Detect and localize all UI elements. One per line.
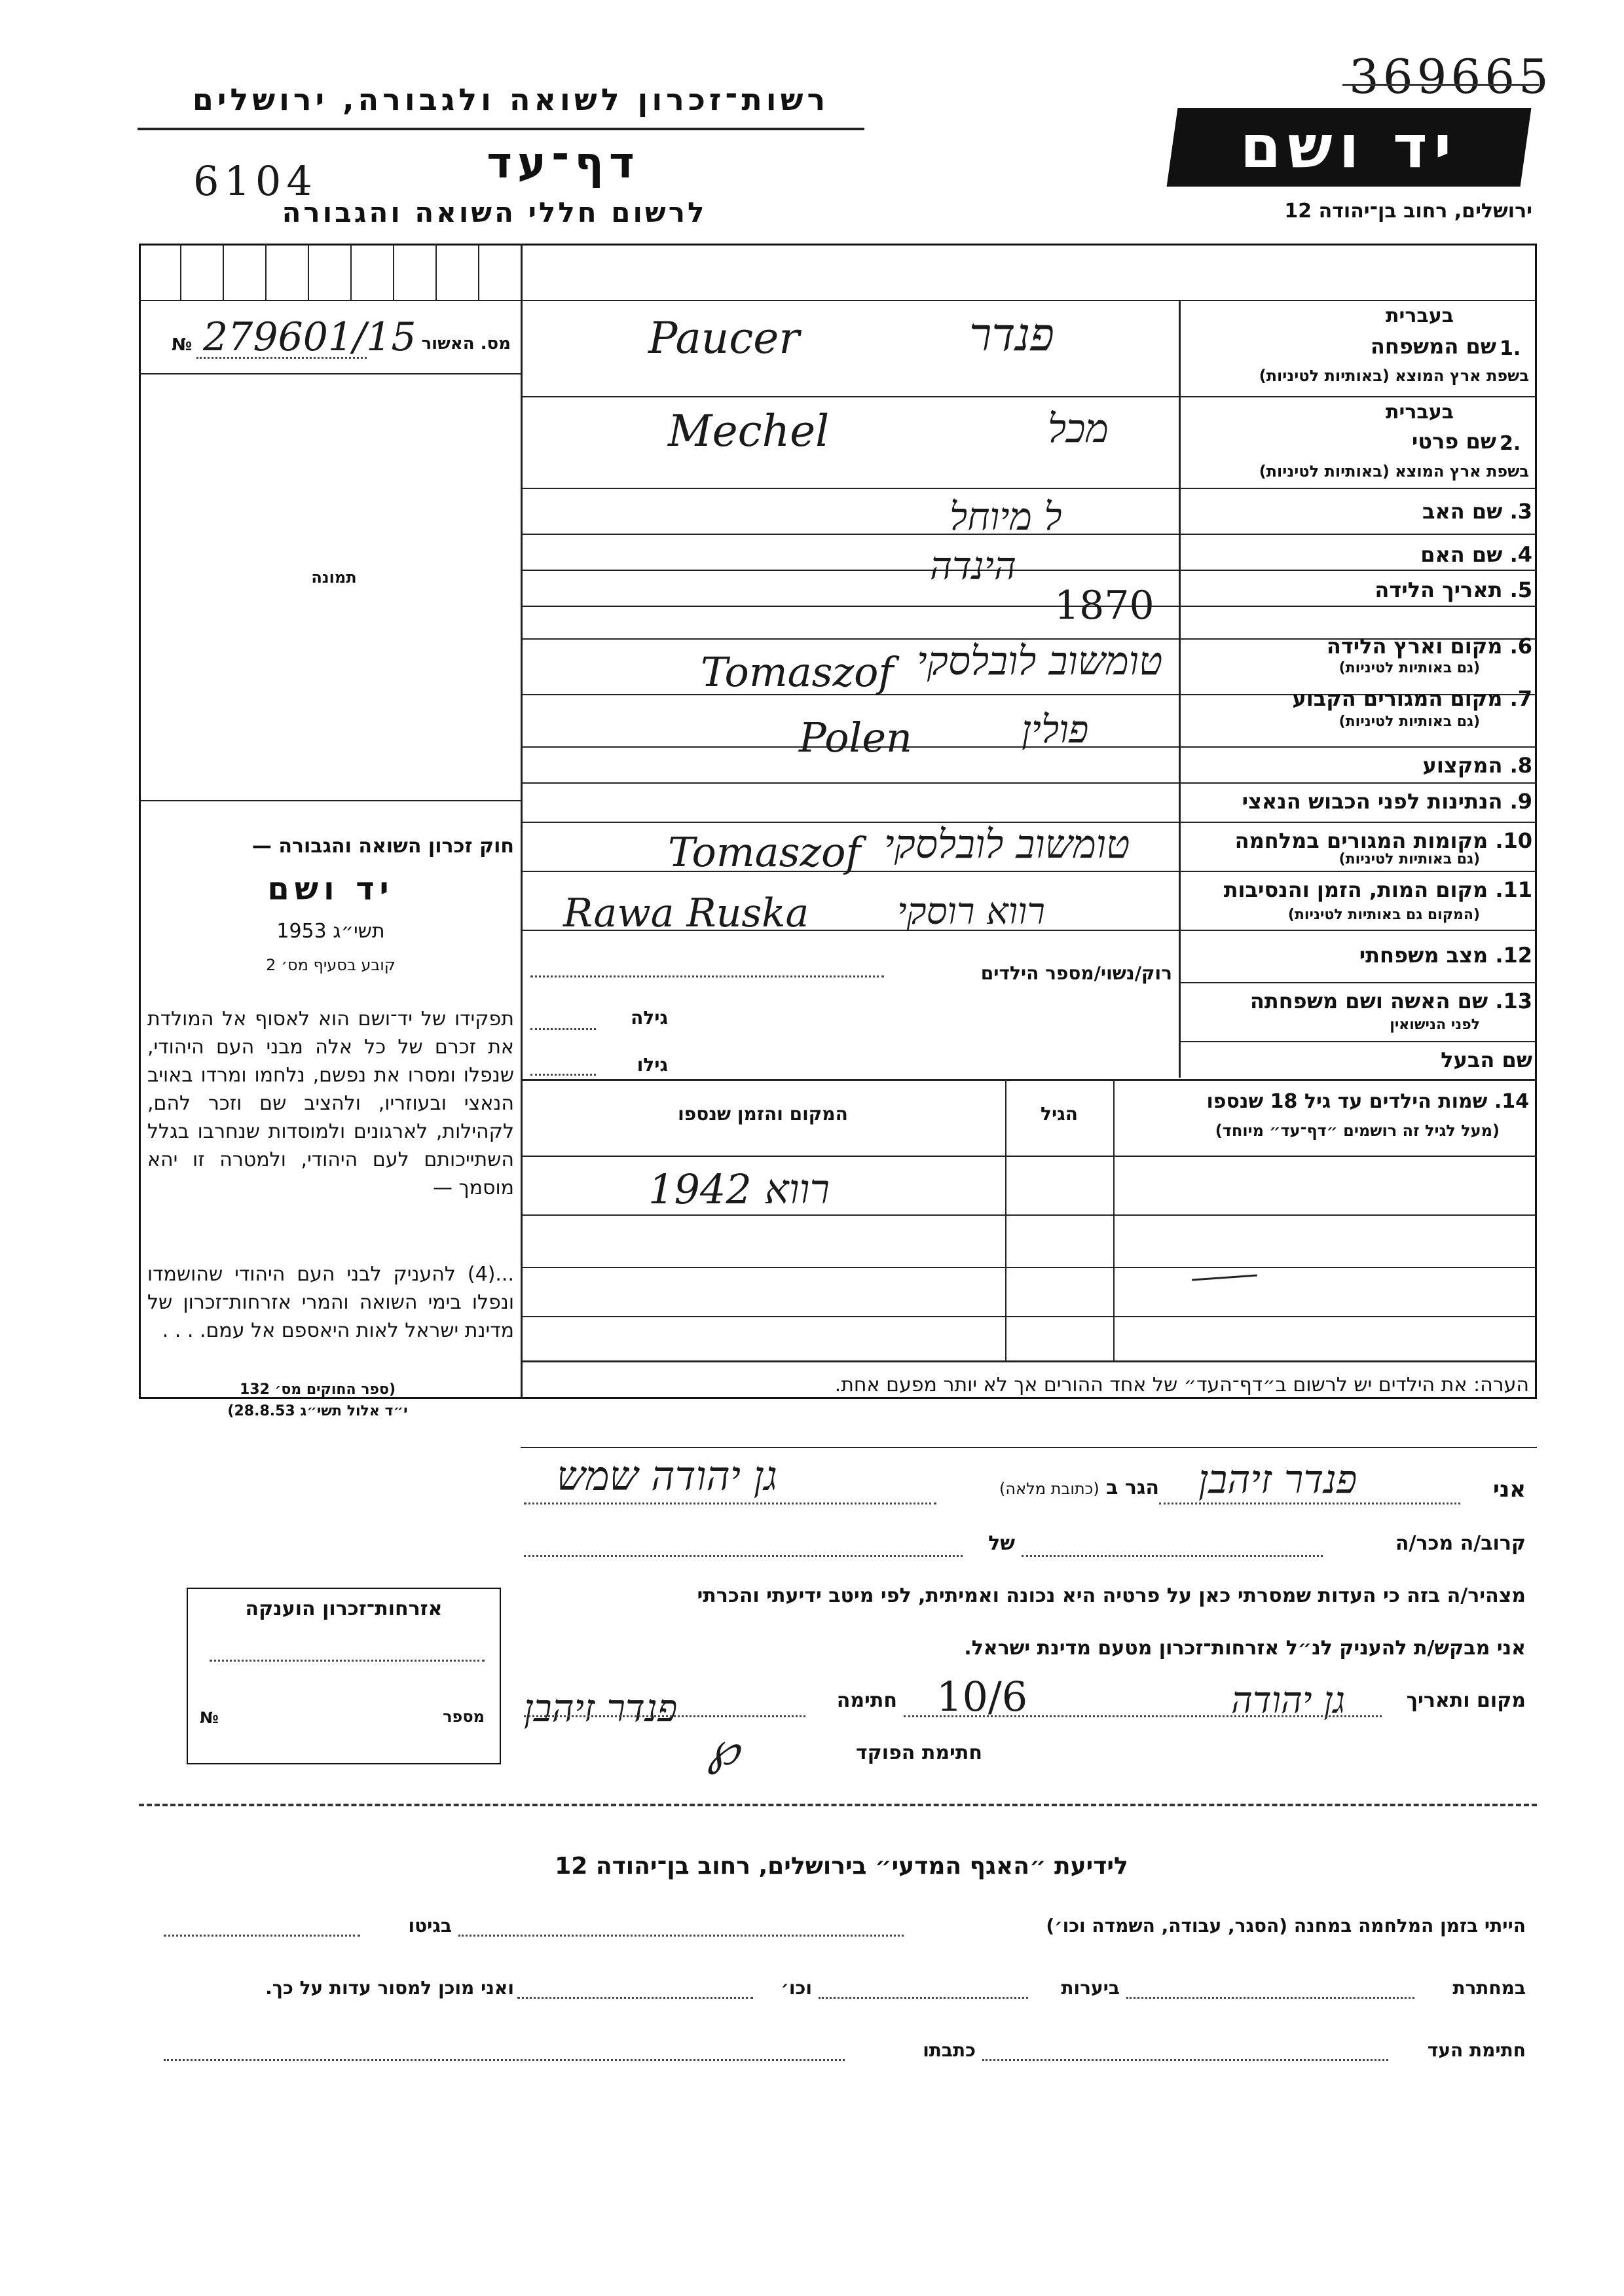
law-year: תשי״ג 1953 bbox=[276, 920, 385, 943]
decl-line-2: אני מבקש/ת להעניק לנ״ל אזרחות־זכרון מטעם מדינת ישראל. bbox=[964, 1637, 1526, 1660]
top-title-rule bbox=[138, 128, 864, 130]
field-8-label bbox=[1192, 753, 1532, 778]
decl-place-value: גן יהודה bbox=[1231, 1679, 1346, 1722]
field-1-hebrew-value: פנדר bbox=[969, 308, 1054, 361]
field-3-value: ל מיוחל bbox=[950, 494, 1062, 539]
field-10-sub: (גם באותיות לטיניות) bbox=[1338, 851, 1480, 867]
field-6-latin-value: Tomaszof bbox=[701, 648, 894, 696]
footer-ghetto: בגיטו bbox=[408, 1915, 452, 1937]
field-13-num: 13. bbox=[1495, 989, 1532, 1013]
cert-value: 279601/15 bbox=[203, 314, 416, 360]
footer-title: לידיעת ״האגף המדעי״ בירושלים, רחוב בן־יהודה 12 bbox=[555, 1853, 1128, 1880]
field-4-value: הינדה bbox=[930, 543, 1016, 588]
husband-age-label: גילו bbox=[637, 1054, 668, 1076]
field-8-text: המקצוע bbox=[1422, 753, 1503, 778]
note-text: הערה: את הילדים יש לרשום ב״דף־העד״ של אחד ההורים אך לא יותר מפעם אחת. bbox=[834, 1374, 1529, 1396]
field-1-sub: בשפת ארץ המוצא (באותיות לטיניות) bbox=[1259, 367, 1529, 385]
row-line bbox=[521, 488, 1537, 489]
row-line bbox=[521, 782, 1537, 784]
footer-line-1: הייתי בזמן המלחמה במחנה (הסגר, עבודה, השמדה וכו׳) bbox=[1046, 1915, 1526, 1937]
footer-address-line bbox=[164, 2059, 845, 2061]
field-10-latin-value: Tomaszof bbox=[668, 828, 861, 876]
field-1-latin-value: Paucer bbox=[648, 313, 800, 363]
field-5-text: תאריך הלידה bbox=[1375, 577, 1503, 602]
field-5-label bbox=[1192, 577, 1532, 602]
field-10-hebrew-value: טומשוב לובלסקי bbox=[884, 822, 1130, 867]
strip-cell bbox=[265, 244, 267, 300]
row-line bbox=[521, 1079, 1537, 1081]
field-13-sub: לפני הנישואין bbox=[1390, 1017, 1480, 1033]
label-column-divider bbox=[1179, 300, 1181, 1078]
col-place-header: המקום והזמן שנספו bbox=[678, 1103, 848, 1125]
row-line bbox=[521, 606, 1537, 607]
field-6-label bbox=[1192, 634, 1532, 659]
footer-underground-line bbox=[1126, 1997, 1414, 1999]
cert-line bbox=[196, 357, 367, 359]
decl-address-line bbox=[524, 1503, 936, 1504]
strip-cell bbox=[435, 244, 437, 300]
children-title-text: שמות הילדים עד גיל 18 שנספו bbox=[1206, 1090, 1488, 1113]
field-10-label bbox=[1192, 828, 1532, 853]
decl-ani-label: אני bbox=[1492, 1476, 1526, 1503]
decl-line-1: מצהיר/ה בזה כי העדות שמסרתי כאן על פרטיה היא נכונה ואמיתית, לפי מיטב ידיעתי והכרתי bbox=[697, 1584, 1526, 1607]
field-7-latin-value: Polen bbox=[799, 714, 912, 761]
photo-label: תמונה bbox=[311, 568, 357, 587]
children-title bbox=[1120, 1090, 1529, 1113]
cut-line bbox=[139, 1804, 1537, 1806]
decl-signature-label: חתימה bbox=[836, 1689, 897, 1712]
law-ref-1: (ספר החוקים מס׳ 132 bbox=[239, 1381, 396, 1398]
field-11-text: מקום המות, הזמן והנסיבות bbox=[1223, 877, 1488, 902]
citizenship-line bbox=[210, 1660, 485, 1662]
decl-ani-value: פנדר זיהבן bbox=[1198, 1457, 1357, 1503]
field-3-text: שם האב bbox=[1422, 499, 1503, 524]
field-9-num: 9. bbox=[1509, 789, 1532, 814]
citizenship-box-title: אזרחות־זכרון הוענקה bbox=[245, 1597, 443, 1620]
form-name: דף־עד bbox=[487, 137, 640, 188]
footer-camp-line bbox=[458, 1935, 904, 1937]
field-7-num: 7. bbox=[1509, 686, 1532, 711]
decl-date-value: 10/6 bbox=[936, 1673, 1028, 1721]
cert-label: מס. האשור bbox=[421, 334, 511, 354]
header-strip-line bbox=[139, 300, 1537, 301]
archive-number-underline bbox=[1342, 84, 1539, 86]
field-5-value: 1870 bbox=[1054, 583, 1154, 629]
strip-cell bbox=[350, 244, 352, 300]
form-number: 6104 bbox=[193, 157, 318, 205]
footer-ghetto-line bbox=[164, 1935, 360, 1937]
field-7-sub: (גם באותיות לטיניות) bbox=[1338, 714, 1480, 730]
footer-etc: וכו׳ bbox=[781, 1977, 812, 1999]
field-6-num: 6. bbox=[1509, 634, 1532, 659]
field-2-num: 2. bbox=[1500, 432, 1521, 455]
children-col-line bbox=[1113, 1079, 1115, 1360]
law-text: תפקידו של יד־ושם הוא לאסוף אל המולדת את זכרם של כל אלה מבני העם היהודי, שנפלו ומסרו את נפשם, נלחמו ומרדו באויב הנאצי ובעוזריו, ולהציב שם וזכר להם, לקהילות, לארגונים ולמוסדות שנחרבו בגלל השתייכותם לעם היהודי, ולמטרה זו יהא מוסמך — bbox=[147, 1008, 514, 1199]
field-13-text: שם האשה ושם משפחתה bbox=[1249, 989, 1488, 1013]
field-7-hebrew-value: פולין bbox=[1022, 707, 1089, 752]
field-9-text: הנתינות לפני הכבוש הנאצי bbox=[1242, 789, 1503, 814]
law-text-2: ...(4) להעניק לבני העם היהודי שהושמדו ונפלו בימי השואה והמרי אזרחות־זכרון של מדינת ישראל לאות היאספם אל עמם. . . . bbox=[147, 1263, 514, 1342]
field-11-label bbox=[1192, 877, 1532, 902]
field-4-num: 4. bbox=[1509, 542, 1532, 567]
field-12-label bbox=[1192, 943, 1532, 968]
row-line bbox=[521, 396, 1537, 397]
husband-label: שם הבעל bbox=[1441, 1048, 1532, 1072]
field-11-sub: (המקום גם באותיות לטיניות) bbox=[1287, 907, 1480, 923]
decl-resident-label bbox=[936, 1476, 1159, 1499]
field-6-text: מקום וארץ הלידה bbox=[1326, 634, 1503, 659]
officer-signature-label: חתימת הפוקד bbox=[856, 1741, 982, 1764]
row-line bbox=[521, 570, 1537, 571]
strip-cell bbox=[478, 244, 479, 300]
strip-cell bbox=[393, 244, 394, 300]
field-11-num: 11. bbox=[1495, 877, 1532, 902]
decl-of-label: של bbox=[988, 1532, 1015, 1555]
wife-age-label: גילה bbox=[631, 1007, 668, 1029]
field-7-text: מקום המגורים הקבוע bbox=[1292, 686, 1503, 711]
form-subtitle: לרשום חללי השואה והגבורה bbox=[282, 196, 707, 228]
children-col-line bbox=[1005, 1079, 1006, 1360]
field-11-hebrew-value: רווא רוסקי bbox=[897, 890, 1045, 933]
children-header-line bbox=[521, 1156, 1537, 1157]
child-row1-place: רווא 1942 bbox=[648, 1165, 830, 1213]
field-12-line bbox=[530, 975, 884, 977]
field-1-num: 1. bbox=[1500, 337, 1521, 360]
decl-of-line bbox=[524, 1555, 963, 1557]
field-3-label bbox=[1192, 499, 1532, 524]
field-1-tag: בעברית bbox=[1386, 304, 1454, 327]
decl-place-line bbox=[904, 1715, 1382, 1717]
decl-ani-line bbox=[1159, 1503, 1460, 1504]
field-1-label: שם המשפחה bbox=[1370, 334, 1496, 359]
cert-row-line bbox=[139, 373, 521, 374]
field-3-num: 3. bbox=[1509, 499, 1532, 524]
footer-witness-line bbox=[982, 2059, 1388, 2061]
row-line bbox=[1179, 982, 1537, 983]
wife-age-line bbox=[530, 1028, 596, 1030]
law-name: יד ושם bbox=[267, 871, 394, 907]
field-12-extra: רוק/נשוי/מספר הילדים bbox=[980, 962, 1172, 984]
decl-resident-value: גן יהודה שמש bbox=[557, 1452, 778, 1500]
footer-ready: ואני מוכן למסור עדות על כך. bbox=[265, 1977, 514, 1999]
officer-signature-mark: ℘ bbox=[707, 1722, 739, 1776]
footer-underground: במחתרת bbox=[1452, 1977, 1526, 1999]
law-ref-2: י״ד אלול תשי״ג 28.8.53) bbox=[227, 1403, 408, 1419]
law-heading: חוק זכרון השואה והגבורה — bbox=[251, 835, 514, 858]
footer-address: כתבתו bbox=[923, 2039, 976, 2061]
photo-bottom-line bbox=[139, 800, 521, 801]
field-2-latin-value: Mechel bbox=[668, 406, 830, 456]
top-title: רשות־זכרון לשואה ולגבורה, ירושלים bbox=[192, 82, 830, 117]
decl-relative-line bbox=[1022, 1555, 1323, 1557]
field-6-hebrew-value: טומשוב לובלסקי bbox=[917, 638, 1163, 684]
field-2-hebrew-value: מכל bbox=[1048, 406, 1109, 452]
archive-number: 369665 bbox=[1349, 49, 1553, 104]
field-10-num: 10. bbox=[1495, 828, 1532, 853]
row-line bbox=[1179, 1041, 1537, 1042]
field-6-sub: (גם באותיות לטיניות) bbox=[1338, 660, 1480, 676]
field-9-label bbox=[1192, 789, 1532, 814]
children-row-line bbox=[521, 1360, 1537, 1362]
decl-signature-line bbox=[524, 1715, 805, 1717]
field-2-tag: בעברית bbox=[1386, 401, 1454, 424]
footer-etc-line bbox=[517, 1997, 753, 1999]
field-13-label bbox=[1192, 989, 1532, 1013]
children-num: 14. bbox=[1494, 1090, 1529, 1113]
strip-cell bbox=[180, 244, 181, 300]
field-10-text: מקומות המגורים במלחמה bbox=[1234, 828, 1488, 853]
footer-forests: ביערות bbox=[1061, 1977, 1120, 1999]
footer-forests-line bbox=[819, 1997, 1028, 1999]
decl-full-address-label: (כתובת מלאה) bbox=[999, 1480, 1099, 1498]
field-2-label: שם פרטי bbox=[1411, 429, 1496, 454]
strip-cell bbox=[223, 244, 224, 300]
citizenship-number-label: מספר bbox=[443, 1707, 485, 1726]
children-subtitle: (מעל לגיל זה רושמים ״דף־עד״ מיוחד) bbox=[1215, 1121, 1500, 1140]
decl-relative-label: קרוב/ה מכר/ה bbox=[1395, 1532, 1526, 1555]
field-8-num: 8. bbox=[1509, 753, 1532, 778]
decl-resident-text: הגר ב bbox=[1106, 1476, 1159, 1499]
decl-place-date-label: מקום ותאריך bbox=[1406, 1689, 1526, 1712]
note-bottom-line bbox=[521, 1447, 1537, 1448]
col-age-header: הגיל bbox=[1041, 1103, 1078, 1125]
field-12-num: 12. bbox=[1495, 943, 1532, 968]
children-row-line bbox=[521, 1316, 1537, 1317]
strip-cell bbox=[308, 244, 309, 300]
decl-signature-value: פנדר זיהבן bbox=[524, 1686, 678, 1730]
children-row-line bbox=[521, 1214, 1537, 1216]
citizenship-no-sign: № bbox=[200, 1709, 219, 1727]
field-11-latin-value: Rawa Ruska bbox=[563, 890, 809, 936]
cert-no-sign: № bbox=[172, 335, 193, 355]
field-2-sub: בשפת ארץ המוצא (באותיות לטיניות) bbox=[1259, 462, 1529, 481]
header-address: ירושלים, רחוב בן־יהודה 12 bbox=[1284, 200, 1532, 223]
footer-witness-signature: חתימת העד bbox=[1427, 2039, 1526, 2061]
law-clause: קובע בסעיף מס׳ 2 bbox=[266, 956, 396, 974]
field-7-label bbox=[1192, 686, 1532, 711]
field-5-num: 5. bbox=[1509, 577, 1532, 602]
husband-age-line bbox=[530, 1074, 596, 1076]
logo-text: יד ושם bbox=[1240, 113, 1458, 181]
field-4-label bbox=[1192, 542, 1532, 567]
children-row-line bbox=[521, 1267, 1537, 1268]
field-4-text: שם האם bbox=[1420, 542, 1503, 567]
field-12-text: מצב משפחתי bbox=[1359, 943, 1488, 968]
